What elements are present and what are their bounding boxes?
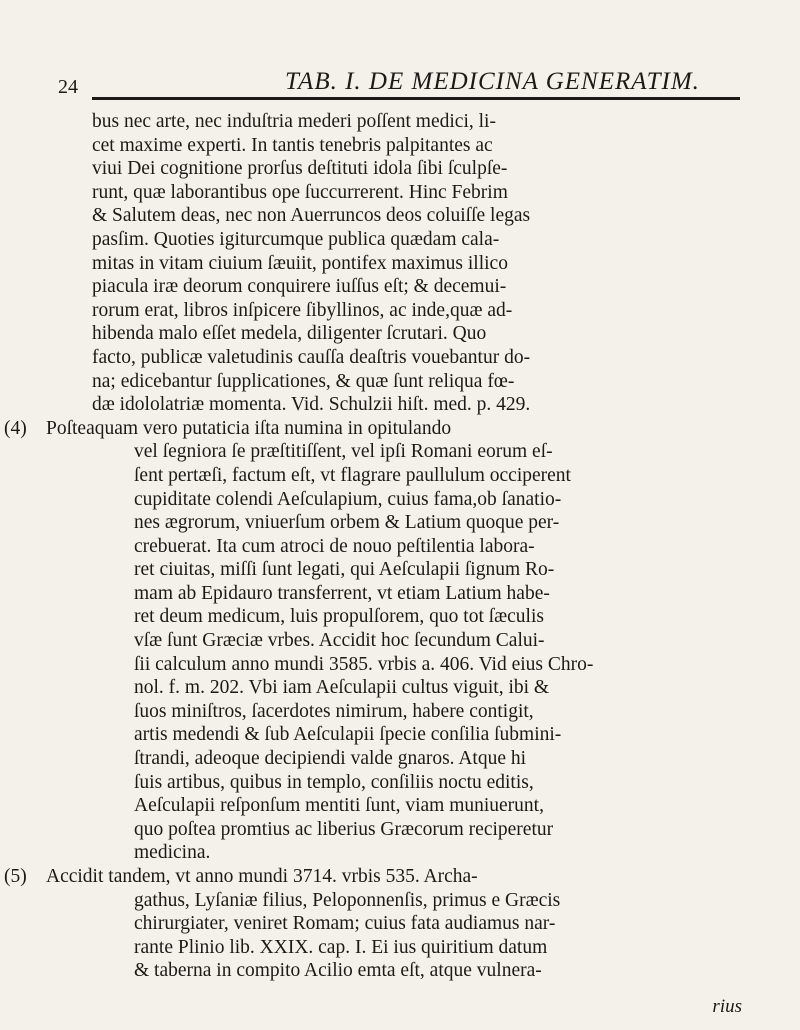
text-line — [92, 440, 742, 464]
body-text — [4, 110, 742, 983]
line-text: ſent pertæſi, factum eſt, vt flagrare paullulum occiperent — [134, 464, 571, 486]
line-text: Accidit tandem, vt anno mundi 3714. vrbis 535. Archa- — [46, 866, 478, 887]
text-line — [92, 889, 742, 913]
paragraph-number: (4) — [4, 417, 27, 439]
line-text: ſuis artibus, quibus in templo, conſiliis noctu editis, — [134, 771, 534, 793]
line-text: Poſteaquam vero putaticia iſta numina in opitulando — [46, 417, 452, 439]
text-line — [92, 511, 742, 535]
text-line — [92, 228, 742, 252]
text-line — [92, 299, 742, 323]
line-text: cupiditate colendi Aeſculapium, cuius fama,ob ſanatio- — [134, 488, 562, 510]
text-line — [92, 582, 742, 606]
text-line — [92, 346, 742, 370]
line-text: ret ciuitas, miſſi ſunt legati, qui Aeſculapii ſignum Ro- — [134, 559, 555, 581]
line-text: Aeſculapii reſponſum mentiti ſunt, viam muniuerunt, — [134, 795, 544, 817]
running-title: TAB. I. DE MEDICINA GENERATIM. — [285, 68, 700, 95]
line-text: & taberna in compito Acilio emta eſt, atque vulnera- — [134, 960, 542, 982]
paragraph-number: (5) — [4, 866, 27, 887]
text-line — [92, 629, 742, 653]
line-text: quo poſtea promtius ac liberius Græcorum reciperetur — [134, 818, 554, 840]
text-line — [92, 275, 742, 299]
catchword: rius — [712, 996, 742, 1017]
text-line — [92, 110, 742, 134]
line-text: chirurgiater, veniret Romam; cuius fata audiamus nar- — [134, 913, 556, 935]
text-line — [92, 535, 742, 559]
paragraph-5 — [4, 865, 742, 983]
line-text: ſtrandi, adeoque decipiendi valde gnaros. Atque hi — [134, 748, 527, 770]
line-text: viui Dei cognitione prorſus deſtituti idola ſibi ſculpſe- — [92, 158, 508, 180]
line-text: cet maxime experti. In tantis tenebris palpitantes ac — [92, 134, 493, 156]
text-line — [92, 676, 742, 700]
text-line — [92, 912, 742, 936]
text-line — [92, 959, 742, 983]
page-number: 24 — [58, 76, 78, 98]
line-text: nol. f. m. 202. Vbi iam Aeſculapii cultus viguit, ibi & — [134, 677, 550, 699]
line-text: pasſim. Quoties igiturcumque publica quædam cala- — [92, 228, 500, 250]
line-text: ret deum medicum, luis propulſorem, quo tot ſæculis — [134, 606, 544, 628]
line-text: mam ab Epidauro transferrent, vt etiam Latium habe- — [134, 582, 550, 604]
line-text: piacula iræ deorum conquirere iuſſus eſt; & decemui- — [92, 276, 507, 298]
line-text: ſuos miniſtros, ſacerdotes nimirum, habere contigit, — [134, 700, 534, 722]
text-line — [92, 134, 742, 158]
line-text: nes ægrorum, vniuerſum orbem & Latium quoque per- — [134, 512, 560, 534]
text-line — [92, 723, 742, 747]
text-line — [92, 157, 742, 181]
line-text: runt, quæ laborantibus ope ſuccurrerent. Hinc Febrim — [92, 181, 508, 203]
paragraph-intro — [92, 110, 742, 417]
text-line — [92, 818, 742, 842]
text-line — [92, 393, 742, 417]
text-line — [92, 252, 742, 276]
text-line — [92, 747, 742, 771]
text-line — [92, 464, 742, 488]
line-text: vel ſegniora ſe præſtitiſſent, vel ipſi Romani eorum eſ- — [134, 441, 553, 463]
text-line — [92, 204, 742, 228]
line-text: crebuerat. Ita cum atroci de nouo peſtilentia labora- — [134, 535, 535, 557]
text-line — [92, 558, 742, 582]
line-text: gathus, Lyſaniæ filius, Peloponnenſis, primus e Græcis — [134, 889, 561, 911]
text-line — [92, 841, 742, 865]
paragraph-4 — [4, 417, 742, 865]
text-line — [92, 771, 742, 795]
line-text: vſæ ſunt Græciæ vrbes. Accidit hoc ſecundum Calui- — [134, 630, 545, 652]
text-line — [92, 700, 742, 724]
page-header — [58, 62, 738, 98]
text-line — [92, 488, 742, 512]
line-text: rante Plinio lib. XXIX. cap. I. Ei ius quiritium datum — [134, 936, 548, 958]
line-text: dæ idololatriæ momenta. Vid. Schulzii hiſt. med. p. 429. — [92, 394, 531, 416]
text-line — [92, 653, 742, 677]
text-line — [92, 322, 742, 346]
text-line — [92, 794, 742, 818]
line-text: rorum erat, libros inſpicere ſibyllinos, ac inde,quæ ad- — [92, 299, 513, 321]
line-text: & Salutem deas, nec non Auerruncos deos coluiſſe legas — [92, 205, 531, 227]
text-line — [4, 865, 742, 889]
text-line — [92, 181, 742, 205]
line-text: na; edicebantur ſupplicationes, & quæ ſunt reliqua fœ- — [92, 370, 515, 392]
line-text: medicina. — [134, 842, 211, 864]
line-text: bus nec arte, nec induſtria mederi poſſent medici, li- — [92, 111, 496, 132]
line-text: artis medendi & ſub Aeſculapii ſpecie conſilia ſubmini- — [134, 724, 562, 746]
text-line — [92, 605, 742, 629]
text-line — [92, 370, 742, 394]
text-line — [4, 417, 742, 441]
line-text: mitas in vitam ciuium ſæuiit, pontifex maximus illico — [92, 252, 508, 274]
header-rule — [92, 97, 740, 100]
line-text: ſii calculum anno mundi 3585. vrbis a. 406. Vid eius Chro- — [134, 653, 594, 675]
text-line — [92, 936, 742, 960]
line-text: hibenda malo eſſet medela, diligenter ſcrutari. Quo — [92, 323, 487, 345]
line-text: facto, publicæ valetudinis cauſſa deaſtris vouebantur do- — [92, 346, 531, 368]
